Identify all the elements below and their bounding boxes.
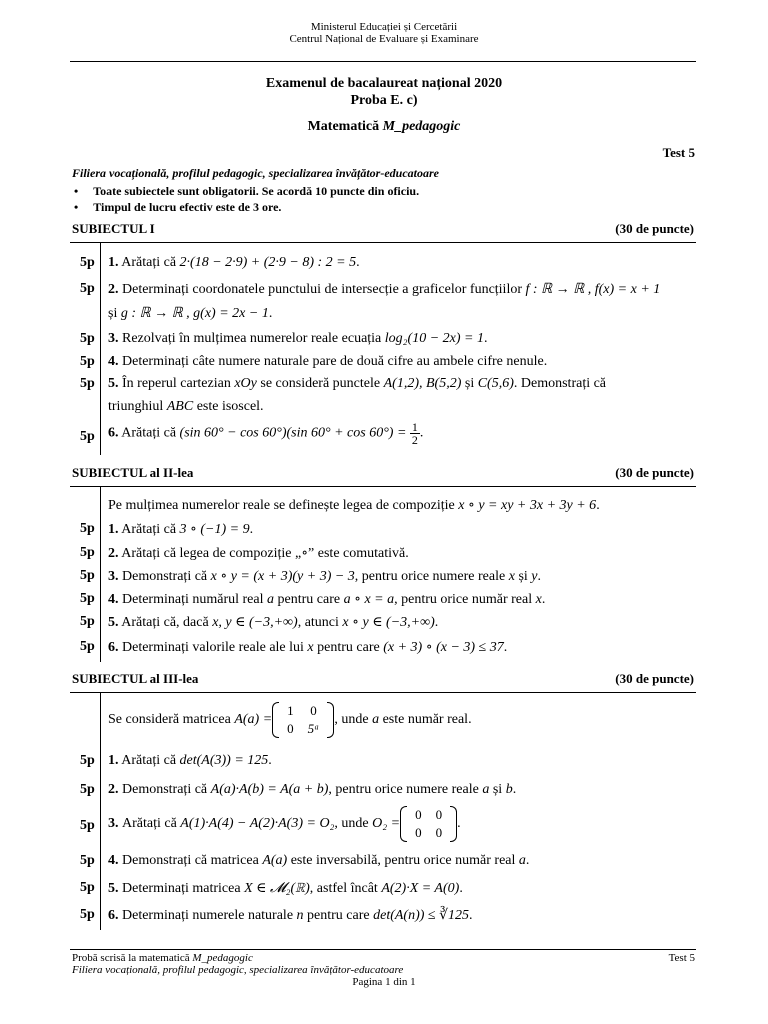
s1-question-4: 4. Determinați câte numere naturale pare de două cifre au ambele cifre nenule. [108,354,548,369]
s3-question-3: 3. Arătați că A(1)·A(4) − A(2)·A(3) = O₂, unde O₂ = 0 0 0 0 . [108,807,461,840]
test-number: Test 5 [662,145,695,160]
s1-q6-points: 5p [80,429,95,444]
subject-title: Matematică M_pedagogic [307,119,461,134]
s3-question-5: 5. Determinați matricea X ∈ 𝓜₂(ℝ), astfel încât A(2)·X = A(0). [108,881,463,896]
s2-question-5: 5. Arătați că, dacă x, y ∈ (−3,+∞), atunci x ∘ y ∈ (−3,+∞). [108,615,439,630]
s3-q3-points: 5p [80,818,95,833]
s3-question-1: 1. Arătați că det(A(3)) = 125. [108,753,272,768]
s1-question-5-cont: triunghiul ABC este isoscel. [108,399,264,414]
s3-q2-points: 5p [80,782,95,797]
s2-q6-points: 5p [80,639,95,654]
section-3-points: (30 de puncte) [615,671,694,686]
s3-question-2: 2. Demonstrați că A(a)·A(b) = A(a + b), pentru orice numere reale a și b. [108,782,517,797]
footer-line-1: Probă scrisă la matematică M_pedagogic [72,952,253,964]
page-number: Pagina 1 din 1 [352,976,416,988]
s2-q3-points: 5p [80,568,95,583]
footer-test: Test 5 [668,952,695,964]
section-2-rule [70,486,696,487]
bullet-2: • Timpul de lucru efectiv este de 3 ore. [74,200,282,214]
s1-question-1: 1. Arătați că 2·(18 − 2·9) + (2·9 − 8) : 2 = 5. [108,255,360,270]
section-2-divider [100,487,101,662]
s2-intro: Pe mulțimea numerelor reale se definește legea de compoziție x ∘ y = xy + 3x + 3y + 6. [108,498,600,513]
s2-question-2: 2. Arătați că legea de compoziție „∘” este comutativă. [108,546,409,561]
section-3-divider [100,693,101,930]
section-1-divider [100,243,101,455]
s1-question-2: 2. Determinați coordonatele punctului de intersecție a graficelor funcțiilor f : ℝ → ℝ , f(x) = x + 1 [108,282,661,297]
s2-question-4: 4. Determinați numărul real a pentru care a ∘ x = a, pentru orice număr real x. [108,592,546,607]
section-1-rule [70,242,696,243]
s1-q5-points: 5p [80,376,95,391]
s1-question-3: 3. Rezolvați în mulțimea numerelor reale ecuația log₂(10 − 2x) = 1. [108,331,488,346]
fraction-one-half: $\frac{1}{2}$ [411,420,418,447]
section-3-title: SUBIECTUL al III-lea [72,671,199,686]
footer-line-2: Filiera vocațională, profilul pedagogic, specializarea învățător-educatoare [72,964,404,976]
s2-q2-points: 5p [80,545,95,560]
center-name: Centrul Național de Evaluare și Examinare [289,33,479,45]
s1-question-5: 5. În reperul cartezian xOy se consideră punctele A(1,2), B(5,2) și C(5,6). Demonstrați că [108,376,607,391]
section-1-points: (30 de puncte) [615,221,694,236]
s2-question-3: 3. Demonstrați că x ∘ y = (x + 3)(y + 3) − 3, pentru orice numere reale x și y. [108,569,541,584]
ministry-name: Ministerul Educației și Cercetării [310,21,458,33]
s1-q3-points: 5p [80,331,95,346]
proba-title: Proba E. c) [350,93,418,108]
section-2-points: (30 de puncte) [615,465,694,480]
s2-question-6: 6. Determinați valorile reale ale lui x pentru care (x + 3) ∘ (x − 3) ≤ 37. [108,640,508,655]
section-3-rule [70,692,696,693]
filiera-text: Filiera vocațională, profilul pedagogic, specializarea învățător-educatoare [72,166,439,180]
s2-q1-points: 5p [80,521,95,536]
s2-question-1: 1. Arătați că 3 ∘ (−1) = 9. [108,522,254,537]
s3-q1-points: 5p [80,753,95,768]
s3-q6-points: 5p [80,907,95,922]
s1-q4-points: 5p [80,354,95,369]
matrix-a: 1 0 0 5ᵃ [272,702,334,738]
bullet-1: • Toate subiectele sunt obligatorii. Se acordă 10 puncte din oficiu. [74,184,420,198]
exam-title: Examenul de bacalaureat național 2020 [265,76,503,91]
s1-q1-points: 5p [80,255,95,270]
s3-question-6: 6. Determinați numerele naturale n pentru care det(A(n)) ≤ ∛125. [108,908,473,923]
s1-question-2-cont: și g : ℝ → ℝ , g(x) = 2x − 1. [108,306,273,321]
s3-q4-points: 5p [80,853,95,868]
header-rule [70,61,696,62]
s2-q5-points: 5p [80,614,95,629]
matrix-zero: 0 0 0 0 [400,806,457,842]
s3-question-4: 4. Demonstrați că matricea A(a) este inversabilă, pentru orice număr real a. [108,853,530,868]
s1-q2-points: 5p [80,281,95,296]
section-1-title: SUBIECTUL I [72,221,155,236]
s3-intro: Se consideră matricea A(a) = 1 0 0 5ᵃ , unde a este număr real. [108,703,472,736]
footer-rule [70,949,696,950]
s2-q4-points: 5p [80,591,95,606]
s3-q5-points: 5p [80,880,95,895]
section-2-title: SUBIECTUL al II-lea [72,465,194,480]
s1-question-6: 6. Arătați că (sin 60° − cos 60°)(sin 60° + cos 60°) = $\frac{1}{2}$ . [108,420,424,447]
